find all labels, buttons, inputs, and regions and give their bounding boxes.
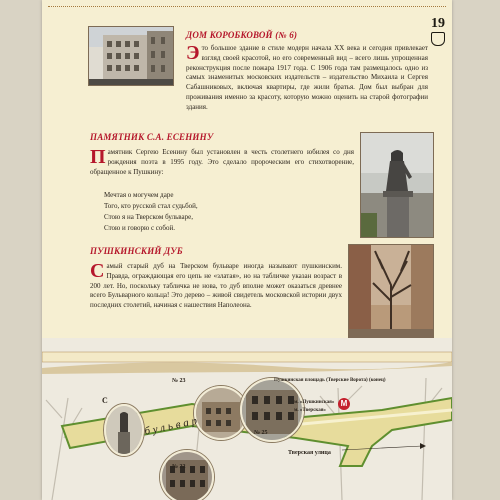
- poem-line: Стою я на Тверском бульваре,: [104, 213, 193, 221]
- korobkova-house-photo: [88, 26, 174, 86]
- dropcap: Э: [186, 42, 200, 64]
- square-label: Пушкинская площадь (Тверские Ворота) (конец): [274, 378, 386, 383]
- map-photo-monument: [104, 404, 144, 456]
- metro-tverskaya-label: м. «Тверская»: [294, 408, 326, 413]
- boulevard-label: бульвар: [143, 414, 202, 438]
- house-number-22: № 22: [172, 464, 186, 470]
- map-photo-building-22: [160, 450, 214, 500]
- section-heading-korobkova: ДОМ КОРОБКОВОЙ (№ 6): [186, 30, 298, 40]
- section-text-esenin: Памятник Сергею Есенину был установлен в честь столетнего юбилея со дня рождения поэта в 1995 году. Это сделало пророческим его стихотворение, обращенное к Пушкину:: [90, 146, 354, 176]
- house-number-25: № 25: [254, 430, 268, 436]
- poem-line: Того, кто русской стал судьбой,: [104, 202, 198, 210]
- lantern-icon: [431, 32, 445, 46]
- pushkin-oak-photo: [348, 244, 434, 342]
- boulevard-map: [42, 338, 452, 500]
- metro-pushkinskaya-label: м. «Пушкинская»: [294, 400, 335, 405]
- page-number: 19: [426, 16, 450, 46]
- dropcap: П: [90, 146, 106, 168]
- poem-line: Мечтая о могучем даре: [104, 191, 174, 199]
- esenin-poem: [104, 190, 198, 234]
- metro-icon: М: [338, 398, 350, 410]
- section-text-oak: Самый старый дуб на Тверском бульваре иногда называют пушкинским. Правда, ограждающая его цепь не «златая», но на табличке указан возраст в 200 лет. Но, поскольку табличка не нова, то дуб вполне может оказаться древнее всего Бульварного кольца! Это дерево – живой свидетель московской истории двух последних столетий, начиная с нашествия Наполеона.: [90, 260, 342, 310]
- poem-line: Стою и говорю с собой.: [104, 224, 175, 232]
- page-frame-border: [48, 6, 446, 8]
- esenin-monument-photo: [360, 132, 434, 238]
- house-number-23: № 23: [172, 378, 186, 384]
- section-heading-esenin: ПАМЯТНИК С.А. ЕСЕНИНУ: [90, 132, 214, 142]
- street-label: Тверская улица: [288, 450, 331, 456]
- dropcap: С: [90, 260, 105, 282]
- section-text-korobkova: Это большое здание в стиле модерн начала XX века и сегодня привлекает взгляд своей красотой, но его современный вид – всего лишь упрощенная реконструкция после пожара 1917 года. С 1906 года там размещалось одно из самых знаменитых московских издательств – издательство Михаила и Сергея Сабашниковых, включая квартиры, где жили братья. Дом был выбран для проживания именно за красоту, которую можно оценить на старой фотографии здания.: [186, 42, 428, 111]
- map-letter-label: С: [102, 396, 108, 405]
- book-page: [42, 0, 452, 500]
- section-heading-oak: ПУШКИНСКИЙ ДУБ: [90, 246, 183, 256]
